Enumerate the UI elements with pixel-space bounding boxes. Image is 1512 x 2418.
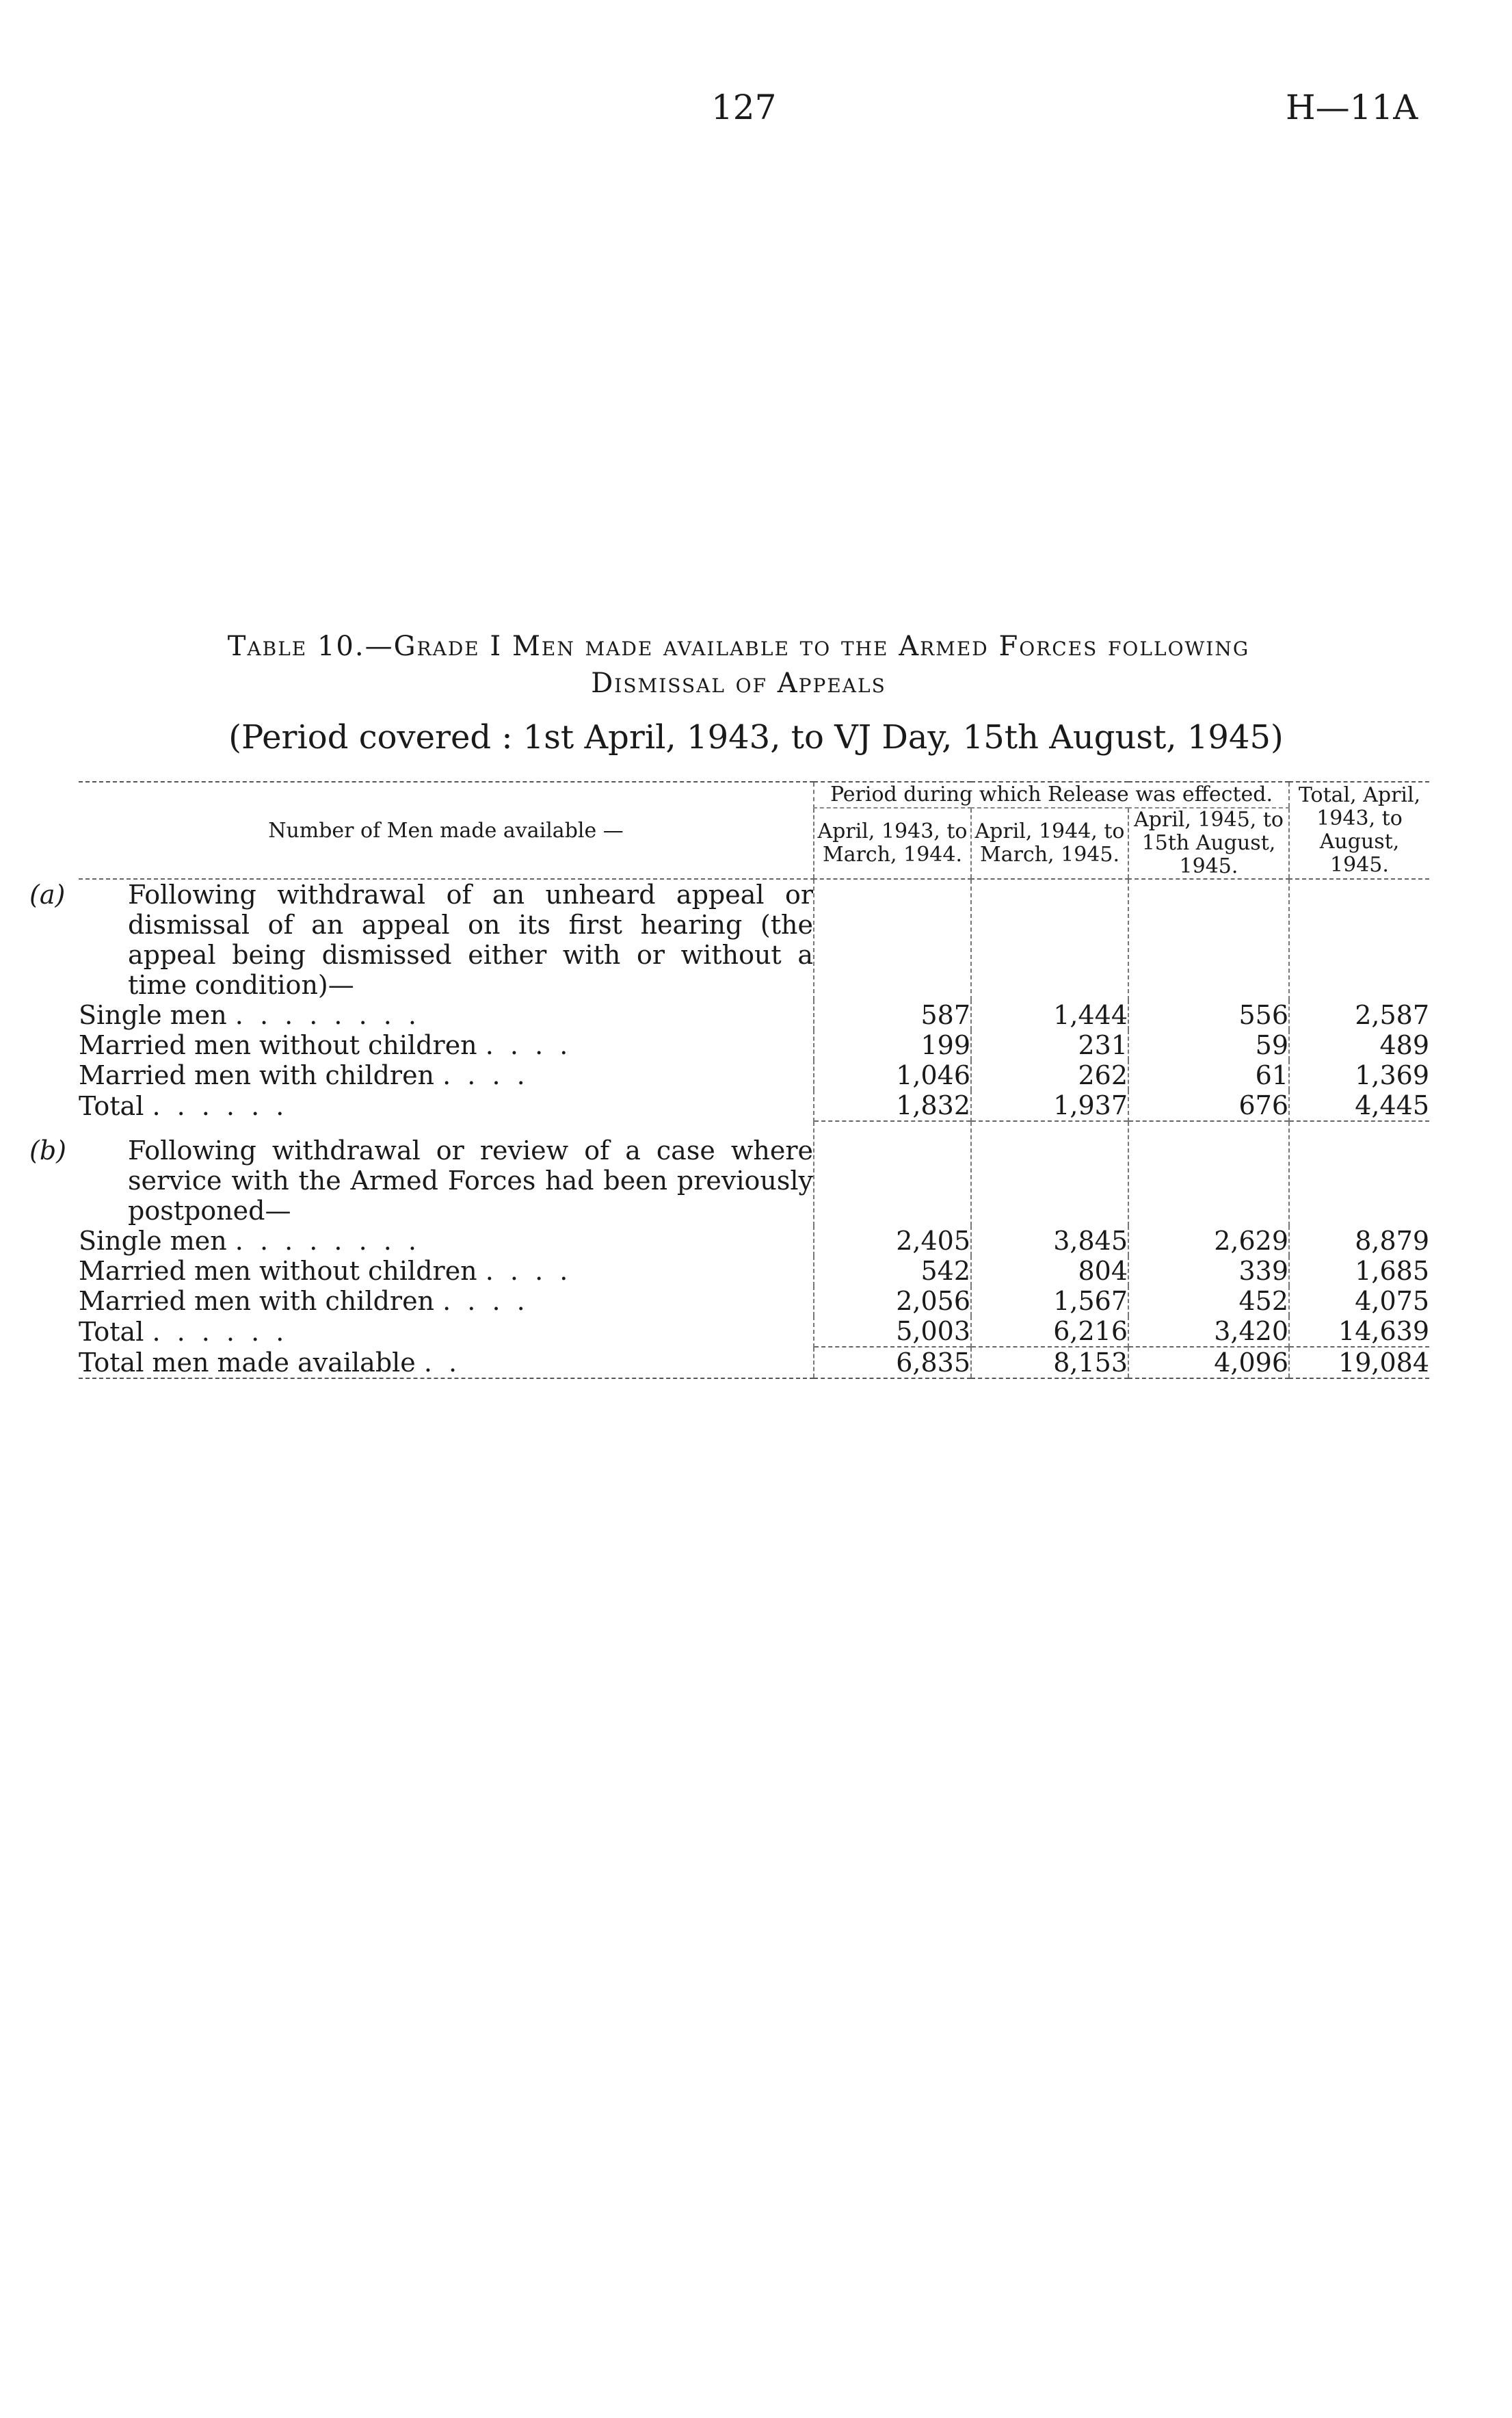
cell-total-total: 4,445: [1289, 1090, 1429, 1121]
column-header-1945: April, 1945, to 15th August, 1945.: [1128, 808, 1289, 878]
table-title-line-1: Table 10.—Grade I Men made available to the Armed Forces following: [227, 631, 1250, 662]
document-reference: H—11A: [1286, 88, 1418, 127]
cell-2-c3: 452: [1128, 1286, 1289, 1316]
table-row: [79, 1030, 1429, 1060]
cell-2-dots: . . . .: [442, 1286, 529, 1316]
cell-total-label: Total: [79, 1316, 144, 1347]
table-row: [79, 1226, 1429, 1256]
cell-2-c1: 1,046: [814, 1060, 971, 1090]
cell-grand-total-c2: 8,153: [971, 1348, 1128, 1378]
statistics-table: [29, 781, 1429, 1379]
cell-2-dots: . . . .: [442, 1060, 529, 1090]
cell-0-total: 2,587: [1289, 1000, 1429, 1030]
cell-1-label: Married men without children: [79, 1030, 477, 1060]
cell-1-c1: 542: [814, 1256, 971, 1286]
cell-2-total: 1,369: [1289, 1060, 1429, 1090]
cell-grand-total-label: Total men made available: [79, 1348, 416, 1378]
cell-1-c2: 231: [971, 1030, 1128, 1060]
cell-grand-total-total: 19,084: [1289, 1348, 1429, 1378]
cell-section-b-description: Following withdrawal or review of a case where service with the Armed Forces had been previously postponed—: [128, 1135, 813, 1226]
cell-grand-total-c3: 4,096: [1128, 1348, 1289, 1378]
cell-total-c2: 6,216: [971, 1316, 1128, 1347]
cell-2-label: Married men with children: [79, 1060, 435, 1090]
period-covered: (Period covered : 1st April, 1943, to VJ Day, 15th August, 1945): [228, 718, 1284, 757]
cell-0-c1: 2,405: [814, 1226, 971, 1256]
section-b-total-row: [79, 1316, 1429, 1347]
cell-2-total: 4,075: [1289, 1286, 1429, 1316]
cell-0-c2: 3,845: [971, 1226, 1128, 1256]
cell-total-label: Total: [79, 1090, 144, 1121]
cell-total-dots: . . . . . .: [152, 1090, 289, 1121]
cell-grand-total-dots: . .: [423, 1348, 462, 1378]
section-a-description: [29, 879, 814, 1000]
table-title-line-2: Dismissal of Appeals: [591, 668, 886, 699]
table-title: [48, 628, 1429, 702]
cell-2-c2: 1,567: [971, 1286, 1128, 1316]
cell-0-dots: . . . . . . . .: [235, 1000, 421, 1030]
column-header-1943-44: April, 1943, to March, 1944.: [814, 808, 971, 878]
cell-total-c1: 1,832: [814, 1090, 971, 1121]
section-a-label: (a): [29, 880, 66, 910]
column-header-total: Total, April, 1943, to August, 1945.: [1289, 783, 1429, 878]
page-number: 127: [711, 88, 777, 127]
cell-1-c2: 804: [971, 1256, 1128, 1286]
cell-0-c1: 587: [814, 1000, 971, 1030]
column-header-label: Number of Men made available —: [268, 818, 624, 843]
table-row: [79, 1060, 1429, 1090]
column-header-1944-45: April, 1944, to March, 1945.: [971, 808, 1128, 878]
cell-0-label: Single men: [79, 1000, 227, 1030]
column-header-group: Period during which Release was effected.: [814, 783, 1289, 808]
section-b-description: [29, 1122, 814, 1226]
cell-2-label: Married men with children: [79, 1286, 435, 1316]
cell-total-c3: 676: [1128, 1090, 1289, 1121]
cell-2-c2: 262: [971, 1060, 1128, 1090]
table-row: [79, 1286, 1429, 1316]
cell-1-total: 489: [1289, 1030, 1429, 1060]
cell-section-a-description: Following withdrawal of an unheard appeal or dismissal of an appeal on its first hearing (the appeal being dismissed either with or without a time condition)—: [128, 880, 813, 1000]
cell-0-label: Single men: [79, 1226, 227, 1256]
cell-0-c2: 1,444: [971, 1000, 1128, 1030]
section-a-total-row: [79, 1090, 1429, 1121]
grand-total-row: [79, 1348, 1429, 1378]
cell-1-dots: . . . .: [485, 1030, 572, 1060]
cell-1-label: Married men without children: [79, 1256, 477, 1286]
cell-2-c1: 2,056: [814, 1286, 971, 1316]
section-b-label: (b): [29, 1135, 66, 1166]
cell-1-c3: 59: [1128, 1030, 1289, 1060]
table-row: [79, 1256, 1429, 1286]
cell-total-c3: 3,420: [1128, 1316, 1289, 1347]
cell-total-c2: 1,937: [971, 1090, 1128, 1121]
cell-0-dots: . . . . . . . .: [235, 1226, 421, 1256]
cell-0-c3: 2,629: [1128, 1226, 1289, 1256]
cell-1-total: 1,685: [1289, 1256, 1429, 1286]
cell-2-c3: 61: [1128, 1060, 1289, 1090]
cell-1-dots: . . . .: [485, 1256, 572, 1286]
cell-total-dots: . . . . . .: [152, 1316, 289, 1347]
table-row: [79, 1000, 1429, 1030]
cell-grand-total-c1: 6,835: [814, 1348, 971, 1378]
cell-0-c3: 556: [1128, 1000, 1289, 1030]
cell-0-total: 8,879: [1289, 1226, 1429, 1256]
cell-1-c3: 339: [1128, 1256, 1289, 1286]
cell-total-c1: 5,003: [814, 1316, 971, 1347]
cell-total-total: 14,639: [1289, 1316, 1429, 1347]
cell-1-c1: 199: [814, 1030, 971, 1060]
